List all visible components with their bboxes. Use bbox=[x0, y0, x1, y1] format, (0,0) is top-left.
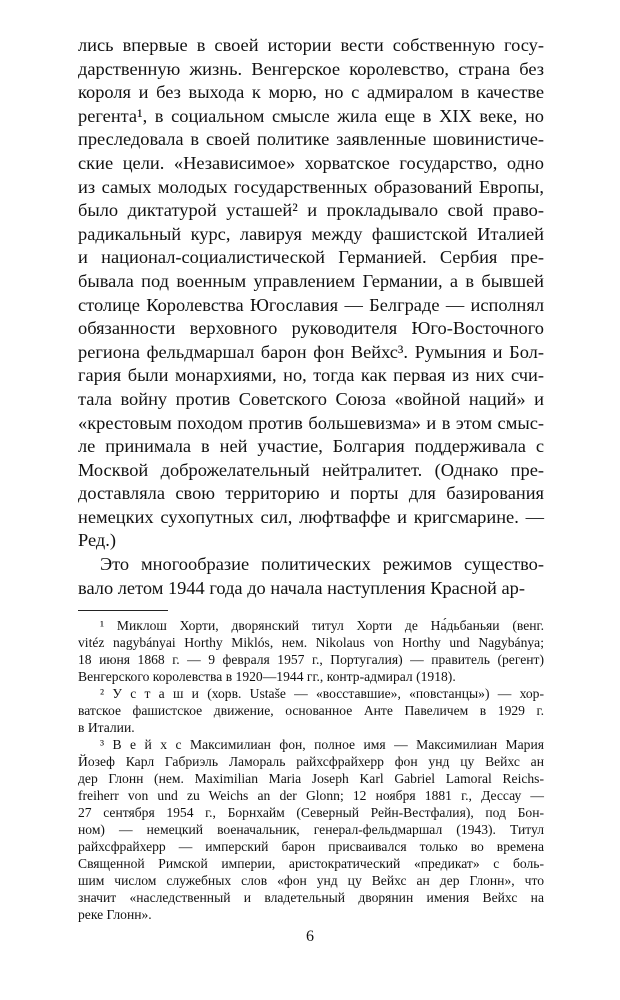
text-line: тала войну против Советского Союза «войной наций» и bbox=[78, 388, 544, 409]
text-line: ³ В е й х с Максимилиан фон, полное имя — Максимилиан Мария bbox=[100, 737, 544, 753]
text-line: из самых молодых государственных образований Европы, bbox=[78, 176, 544, 197]
text-line: ¹ Миклош Хорти, дворянский титул Хорти де На́дьбаньяи (венг. bbox=[100, 618, 544, 634]
text-line: Йозеф Карл Габриэль Ламораль райхсфрайхерр фон унд цу Вейхс ан bbox=[78, 754, 544, 770]
text-line: 27 сентября 1954 г., Борнхайм (Северный Рейн-Вестфалия), под Бон- bbox=[78, 805, 544, 821]
text-line: дарственную жизнь. Венгерское королевство, страна без bbox=[78, 58, 544, 79]
text-line: «крестовым походом против большевизма» и в этом смыс- bbox=[78, 412, 544, 433]
text-line: короля и без выхода к морю, но с адмиралом в качестве bbox=[78, 82, 544, 103]
text-line: ле принимала в ней участие, Болгария поддерживала с bbox=[78, 436, 544, 457]
text-line: Священной Римской империи, аристократический «предикат» с боль- bbox=[78, 856, 544, 872]
text-line: региона фельдмаршал барон фон Вейхс³. Румыния и Бол- bbox=[78, 341, 544, 362]
text-line: лись впервые в своей истории вести собственную госу- bbox=[78, 35, 544, 55]
text-line: ² У с т а ш и (хорв. Ustaše — «восставшие», «повстанцы») — хор- bbox=[100, 686, 544, 702]
footnote-separator bbox=[78, 610, 168, 611]
text-line: радикальный курс, лавируя между фашистской Италией bbox=[78, 223, 544, 244]
text-line: столице Королевства Югославия — Белграде — исполнял bbox=[78, 294, 544, 315]
footnote-3 bbox=[78, 736, 544, 923]
text-line: ном) — немецкий военачальник, генерал-фельдмаршал (1943). Титул bbox=[78, 822, 544, 838]
page-content bbox=[78, 34, 544, 923]
page-number: 6 bbox=[306, 928, 314, 945]
text-line: доставляла свою территорию и порты для базирования bbox=[78, 483, 544, 504]
text-line: гария были монархиями, но, тогда как первая из них счи- bbox=[78, 365, 544, 386]
text-line: шим числом служебных слов «фон унд цу Вейхс ан дер Глонн», что bbox=[78, 873, 544, 889]
text-line: Это многообразие политических режимов существо- bbox=[100, 554, 544, 575]
text-line: ские цели. «Независимое» хорватское государство, одно bbox=[78, 152, 544, 173]
main-text-paragraph-1 bbox=[78, 34, 544, 553]
text-line: Москвой доброжелательный нейтралитет. (Однако пре- bbox=[78, 459, 544, 480]
text-line: регента¹, в социальном смысле жила еще в XIX веке, но bbox=[78, 105, 544, 126]
text-line: бывала под военным управлением Германии, а в бывшей bbox=[78, 270, 544, 291]
text-line: райхсфрайхерр — имперский барон присваивался только во времена bbox=[78, 839, 544, 855]
text-line: ватское фашистское движение, основанное Анте Павеличем в 1929 г. bbox=[78, 703, 544, 719]
main-text-paragraph-2 bbox=[78, 553, 544, 600]
text-line: и национал-социалистической Германией. Сербия пре- bbox=[78, 247, 544, 268]
text-line: значит «наследственный и владетельный дворянин имения Вейхс на bbox=[78, 890, 544, 906]
text-line: дер Глонн (нем. Maximilian Maria Joseph Karl Gabriel Lamoral Reichs- bbox=[78, 771, 544, 787]
text-line: немецких сухопутных сил, люфтваффе и кригсмарине. — bbox=[78, 506, 544, 527]
text-line: вало летом 1944 года до начала наступления Красной ар- bbox=[78, 577, 525, 598]
footnote-2 bbox=[78, 685, 544, 736]
text-line: freiherr von und zu Weichs an der Glonn; 12 ноября 1881 г., Дессау — bbox=[78, 788, 544, 804]
text-line: 18 июня 1868 г. — 9 февраля 1957 г., Португалия) — правитель (регент) bbox=[78, 652, 544, 668]
text-line: обязанности верховного руководителя Юго-Восточного bbox=[78, 318, 544, 339]
text-line: преследовала в своей политике заявленные шовинистиче- bbox=[78, 129, 544, 150]
text-line: реке Глонн». bbox=[78, 907, 152, 923]
text-line: Ред.) bbox=[78, 530, 116, 551]
text-line: Венгерского королевства в 1920—1944 гг., контр-адмирал (1918). bbox=[78, 669, 456, 685]
text-line: vitéz nagybányai Horthy Miklós, нем. Nikolaus von Horthy und Nagybánya; bbox=[78, 635, 544, 651]
footnote-1 bbox=[78, 617, 544, 685]
text-line: было диктатурой усташей² и прокладывало свой право- bbox=[78, 200, 544, 221]
text-line: в Италии. bbox=[78, 720, 135, 736]
